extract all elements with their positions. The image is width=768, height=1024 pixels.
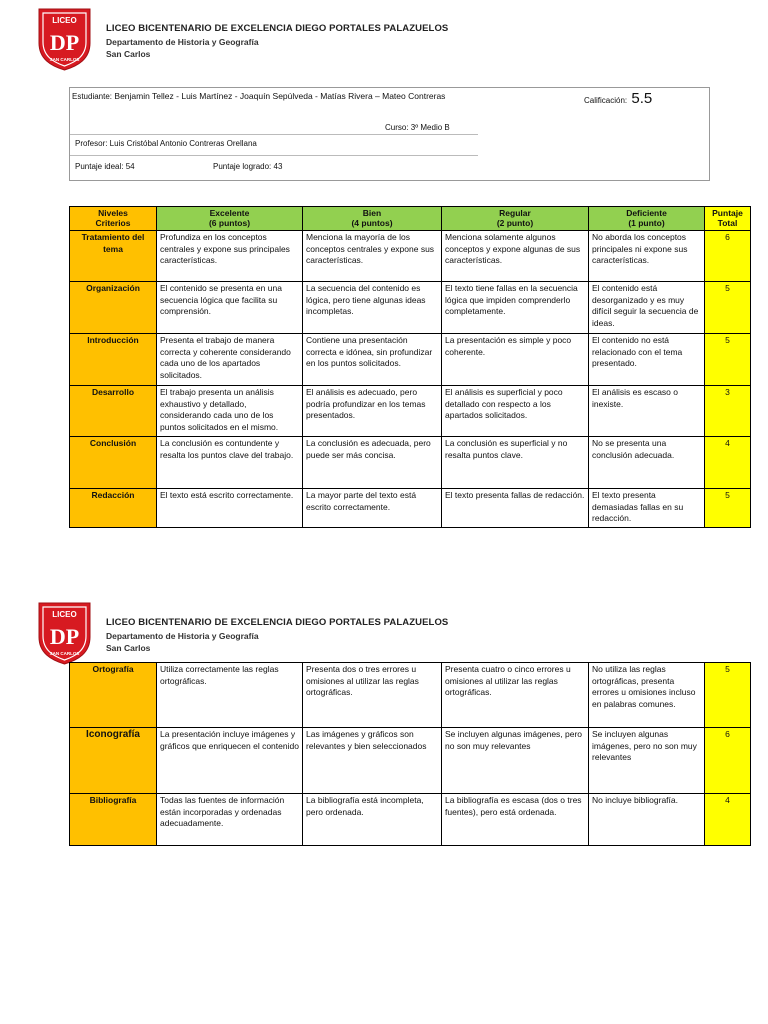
good-cell: La secuencia del contenido es lógica, pero tiene algunas ideas incompletas. [303, 282, 442, 334]
criterion-cell: Conclusión [70, 437, 157, 489]
rubric-header-row [70, 207, 751, 231]
table-row [70, 794, 751, 846]
excellent-cell: Profundiza en los conceptos centrales y expone sus principales características. [157, 231, 303, 282]
rubric-table [69, 206, 751, 528]
deficient-cell: El contenido no está relacionado con el tema presentado. [589, 334, 705, 386]
regular-cell: La bibliografía es escasa (dos o tres fuentes), pero está ordenada. [442, 794, 589, 846]
excellent-header: Excelente (6 puntos) [157, 207, 303, 231]
school-name: LICEO BICENTENARIO DE EXCELENCIA DIEGO PORTALES PALAZUELOS [106, 617, 449, 628]
svg-text:DP: DP [49, 30, 80, 55]
excellent-cell: El trabajo presenta un análisis exhaustivo y detallado, considerando cada uno de los puntos solicitados en el mismo. [157, 386, 303, 437]
school-name: LICEO BICENTENARIO DE EXCELENCIA DIEGO PORTALES PALAZUELOS [106, 23, 449, 34]
city-name: San Carlos [106, 642, 151, 653]
criterion-cell: Desarrollo [70, 386, 157, 437]
svg-text:LICEO: LICEO [52, 610, 77, 619]
excellent-cell: La conclusión es contundente y resalta los puntos clave del trabajo. [157, 437, 303, 489]
regular-header: Regular (2 punto) [442, 207, 589, 231]
deficient-cell: Se incluyen algunas imágenes, pero no son muy relevantes [589, 728, 705, 794]
score-cell: 6 [705, 728, 751, 794]
regular-cell: La conclusión es superficial y no resalta puntos clave. [442, 437, 589, 489]
table-row [70, 386, 751, 437]
deficient-cell: No aborda los conceptos principales ni expone sus características. [589, 231, 705, 282]
good-cell: La conclusión es adecuada, pero puede ser más concisa. [303, 437, 442, 489]
grade [584, 90, 652, 109]
good-cell: El análisis es adecuado, pero podría profundizar en los temas presentados. [303, 386, 442, 437]
criterion-cell: Redacción [70, 489, 157, 528]
regular-cell: Presenta cuatro o cinco errores u omisiones al utilizar las reglas ortográficas. [442, 663, 589, 728]
school-header [36, 601, 476, 665]
good-cell: Presenta dos o tres errores u omisiones al utilizar las reglas ortográficas. [303, 663, 442, 728]
score-cell: 5 [705, 282, 751, 334]
criteria-header: Niveles Criterios [70, 207, 157, 231]
table-row [70, 282, 751, 334]
svg-text:SAN CARLOS: SAN CARLOS [49, 57, 80, 62]
achieved-score: Puntaje logrado: 43 [213, 162, 283, 171]
table-row [70, 728, 751, 794]
regular-cell: Se incluyen algunas imágenes, pero no son muy relevantes [442, 728, 589, 794]
deficient-cell: No incluye bibliografía. [589, 794, 705, 846]
teacher: Profesor: Luis Cristóbal Antonio Contreras Orellana [75, 139, 257, 148]
criterion-cell: Organización [70, 282, 157, 334]
excellent-cell: La presentación incluye imágenes y gráficos que enriquecen el contenido [157, 728, 303, 794]
score-cell: 6 [705, 231, 751, 282]
good-cell: La bibliografía está incompleta, pero ordenada. [303, 794, 442, 846]
regular-cell: Menciona solamente algunos conceptos y expone algunas de sus características. [442, 231, 589, 282]
deficient-cell: No utiliza las reglas ortográficas, presenta errores u omisiones incluso en palabras comunes. [589, 663, 705, 728]
divider [70, 155, 478, 156]
svg-text:DP: DP [49, 624, 80, 649]
department-name: Departamento de Historia y Geografía [106, 630, 259, 641]
divider [70, 134, 478, 135]
course: Curso: 3º Medio B [385, 123, 450, 132]
score-cell: 4 [705, 437, 751, 489]
good-cell: Contiene una presentación correcta e idónea, sin profundizar en los puntos solicitados. [303, 334, 442, 386]
excellent-cell: El contenido se presenta en una secuencia lógica que facilita su comprensión. [157, 282, 303, 334]
score-cell: 5 [705, 489, 751, 528]
regular-cell: La presentación es simple y poco coherente. [442, 334, 589, 386]
criterion-cell: Ortografía [70, 663, 157, 728]
excellent-cell: Todas las fuentes de información están incorporadas y ordenadas adecuadamente. [157, 794, 303, 846]
excellent-cell: Presenta el trabajo de manera correcta y coherente considerando cada uno de los apartados solicitados. [157, 334, 303, 386]
good-header: Bien (4 puntos) [303, 207, 442, 231]
regular-cell: El análisis es superficial y poco detallado con respecto a los apartados solicitados. [442, 386, 589, 437]
student-label: Estudiante: [72, 92, 113, 101]
criterion-cell: Tratamiento del tema [70, 231, 157, 282]
student-names [72, 90, 472, 103]
table-row [70, 231, 751, 282]
good-cell: Las imágenes y gráficos son relevantes y bien seleccionados [303, 728, 442, 794]
school-crest-logo [36, 601, 93, 665]
department-name: Departamento de Historia y Geografía [106, 36, 259, 47]
school-header [36, 7, 476, 71]
criterion-cell: Introducción [70, 334, 157, 386]
school-crest-logo [36, 7, 93, 71]
score-cell: 4 [705, 794, 751, 846]
score-cell: 5 [705, 334, 751, 386]
excellent-cell: El texto está escrito correctamente. [157, 489, 303, 528]
city-name: San Carlos [106, 48, 151, 59]
table-row [70, 437, 751, 489]
deficient-header: Deficiente (1 punto) [589, 207, 705, 231]
deficient-cell: El texto presenta demasiadas fallas en su redacción. [589, 489, 705, 528]
rubric-table-continued [69, 662, 751, 846]
excellent-cell: Utiliza correctamente las reglas ortográficas. [157, 663, 303, 728]
table-row [70, 489, 751, 528]
score-cell: 5 [705, 663, 751, 728]
ideal-score: Puntaje ideal: 54 [75, 162, 135, 171]
table-row [70, 663, 751, 728]
svg-text:LICEO: LICEO [52, 16, 77, 25]
good-cell: La mayor parte del texto está escrito correctamente. [303, 489, 442, 528]
regular-cell: El texto presenta fallas de redacción. [442, 489, 589, 528]
criterion-cell: Bibliografía [70, 794, 157, 846]
deficient-cell: No se presenta una conclusión adecuada. [589, 437, 705, 489]
criterion-cell: Iconografía [70, 728, 157, 794]
regular-cell: El texto tiene fallas en la secuencia lógica que impiden comprenderlo completamente. [442, 282, 589, 334]
deficient-cell: El análisis es escaso o inexiste. [589, 386, 705, 437]
table-row [70, 334, 751, 386]
score-header: Puntaje Total [705, 207, 751, 231]
svg-text:SAN CARLOS: SAN CARLOS [49, 651, 80, 656]
deficient-cell: El contenido está desorganizado y es muy difícil seguir la secuencia de ideas. [589, 282, 705, 334]
grade-label: Calificación: [584, 96, 628, 105]
good-cell: Menciona la mayoría de los conceptos centrales y expone sus características. [303, 231, 442, 282]
student-value: Benjamin Tellez - Luis Martínez - Joaquín Sepúlveda - Matías Rivera – Mateo Contreras [114, 91, 446, 101]
grade-value: 5.5 [631, 90, 653, 107]
score-cell: 3 [705, 386, 751, 437]
student-info-box [69, 87, 710, 181]
